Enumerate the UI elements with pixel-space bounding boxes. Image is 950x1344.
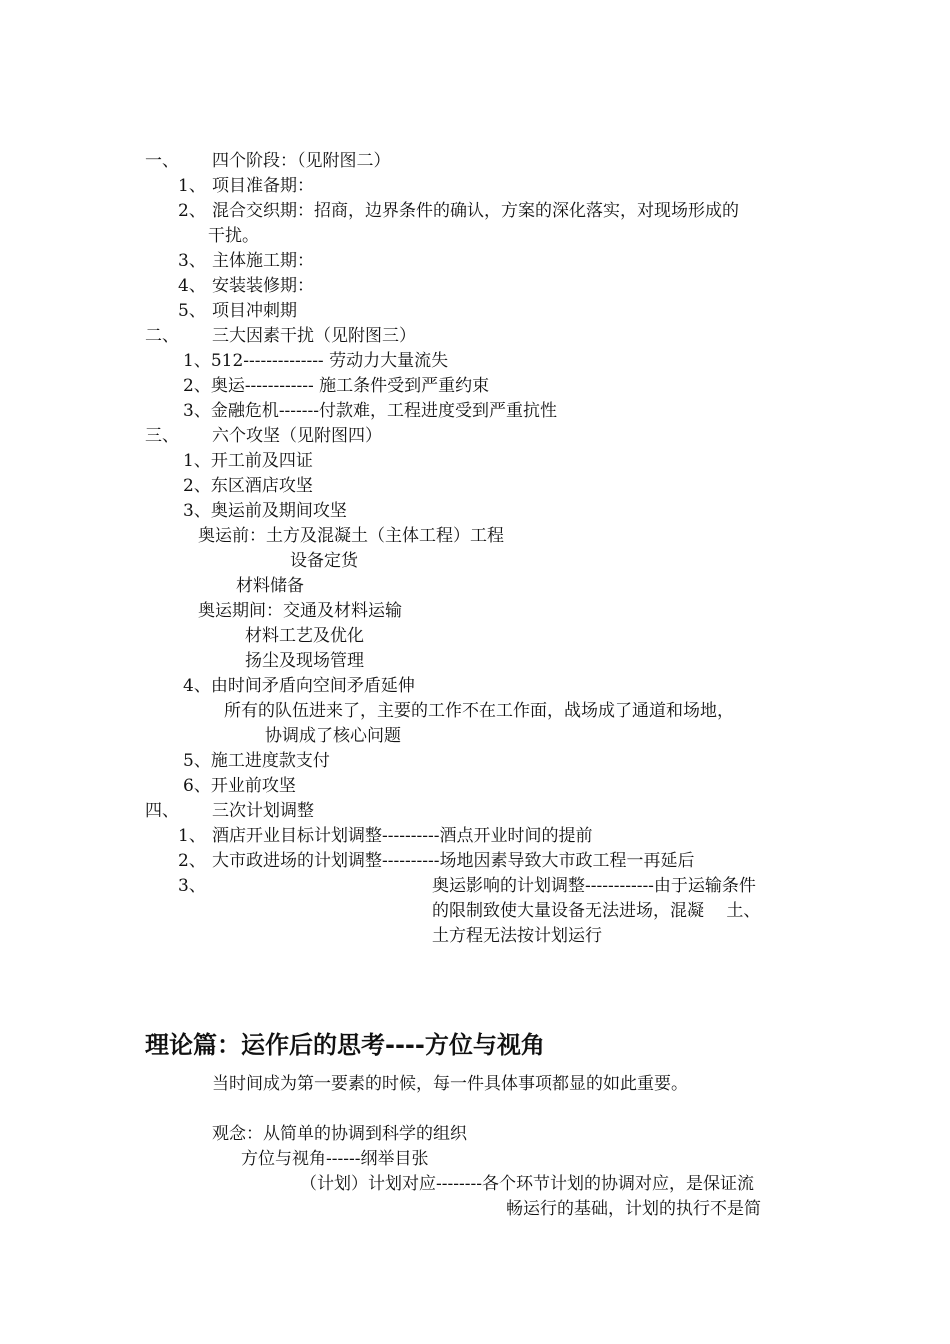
s1-item5-num: 5、 [178,301,206,321]
s3-during-line3: 扬尘及现场管理 [245,651,364,671]
s3-during-line2: 材料工艺及优化 [245,626,364,646]
section2-title: 三大因素干扰（见附图三） [212,326,416,346]
section4-title: 三次计划调整 [212,801,314,821]
theory-plan-line2: 畅运行的基础，计划的执行不是简 [506,1199,761,1219]
theory-plan-line1: （计划）计划对应--------各个环节计划的协调对应，是保证流 [300,1174,754,1194]
s3-item4-desc2: 协调成了核心问题 [265,726,401,746]
s3-item2: 2、东区酒店攻坚 [183,476,313,496]
s3-item5: 5、施工进度款支付 [183,751,330,771]
section1-title: 四个阶段：（见附图二） [212,151,391,171]
s3-item6: 6、开业前攻坚 [183,776,296,796]
s1-item2-cont: 干扰。 [208,226,259,246]
theory-orientation: 方位与视角------纲举目张 [241,1149,429,1169]
s3-pre-line2: 设备定货 [290,551,358,571]
s3-item4: 4、由时间矛盾向空间矛盾延伸 [183,676,415,696]
section3-title: 六个攻坚（见附图四） [212,426,382,446]
section2-label: 二、 [145,326,179,346]
s4-item3-line2: 的限制致使大量设备无法进场，混凝 土、 [432,901,761,921]
theory-heading: 理论篇：运作后的思考----方位与视角 [145,1031,545,1059]
s1-item3-text: 主体施工期： [212,251,314,271]
s3-item4-desc1: 所有的队伍进来了，主要的工作不在工作面，战场成了通道和场地， [224,701,734,721]
s4-item2-num: 2、 [178,851,206,871]
s4-item3-num: 3、 [178,876,206,896]
s3-pre-line3: 材料储备 [236,576,304,596]
s3-item3: 3、奥运前及期间攻坚 [183,501,347,521]
s3-pre-line1: 奥运前：土方及混凝土（主体工程）工程 [198,526,504,546]
s1-item5-text: 项目冲刺期 [212,301,297,321]
s4-item3-line1: 奥运影响的计划调整------------由于运输条件 [432,876,756,896]
s4-item2: 大市政进场的计划调整----------场地因素导致大市政工程一再延后 [212,851,695,871]
s1-item1-text: 项目准备期： [212,176,314,196]
s4-item3-line3: 土方程无法按计划运行 [432,926,602,946]
s2-item1: 1、512-------------- 劳动力大量流失 [183,351,449,371]
s1-item4-text: 安装装修期： [212,276,314,296]
s2-item3: 3、金融危机-------付款难，工程进度受到严重抗性 [183,401,558,421]
s4-item1: 酒店开业目标计划调整----------酒点开业时间的提前 [212,826,593,846]
s1-item2-text: 混合交织期：招商，边界条件的确认，方案的深化落实，对现场形成的 [212,201,739,221]
section4-label: 四、 [145,801,179,821]
s3-item1: 1、开工前及四证 [183,451,313,471]
theory-intro: 当时间成为第一要素的时候，每一件具体事项都显的如此重要。 [212,1074,688,1094]
s1-item4-num: 4、 [178,276,206,296]
section1-label: 一、 [145,151,179,171]
section3-label: 三、 [145,426,179,446]
s4-item1-num: 1、 [178,826,206,846]
s1-item2-num: 2、 [178,201,206,221]
s1-item1-num: 1、 [178,176,206,196]
theory-concept: 观念：从简单的协调到科学的组织 [212,1124,467,1144]
s1-item3-num: 3、 [178,251,206,271]
s3-during-line1: 奥运期间：交通及材料运输 [198,601,402,621]
s2-item2: 2、奥运------------ 施工条件受到严重约束 [183,376,490,396]
